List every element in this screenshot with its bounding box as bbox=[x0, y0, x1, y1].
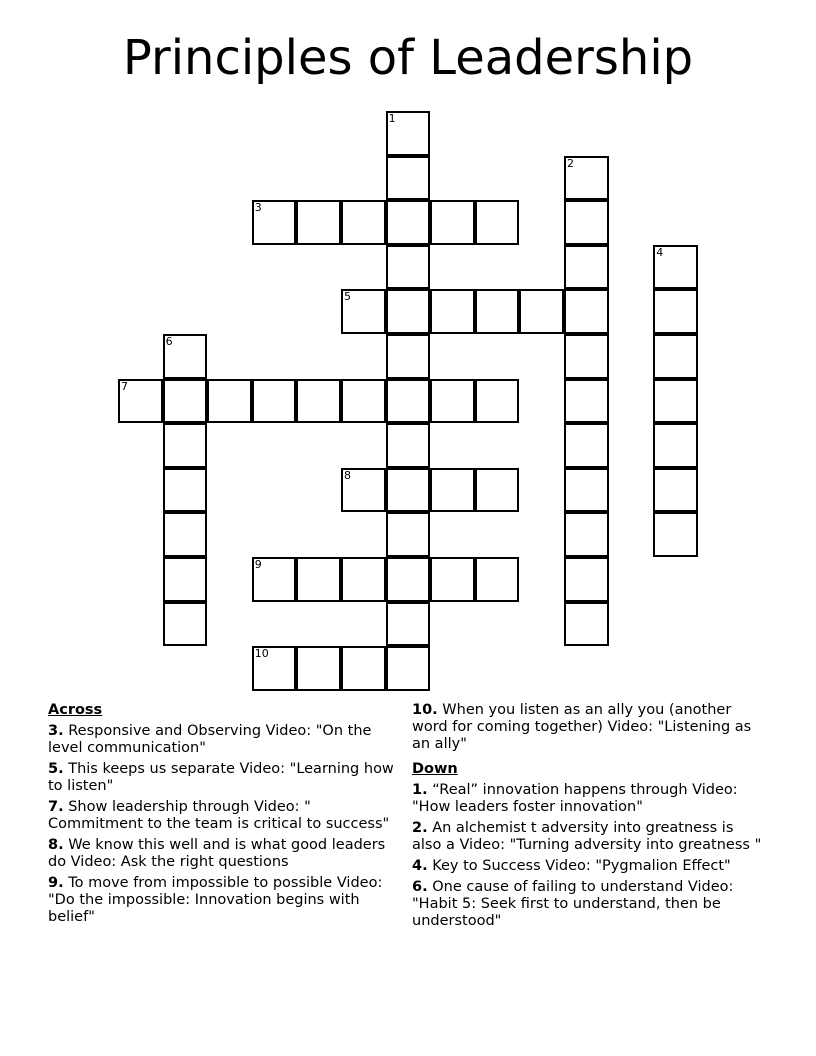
grid-cell[interactable] bbox=[386, 557, 431, 602]
grid-cell[interactable] bbox=[386, 245, 431, 290]
grid-cell[interactable] bbox=[341, 557, 386, 602]
clue-item-text: “Real” innovation happens through Video: "How leaders foster innovation" bbox=[412, 782, 738, 815]
clue-item-text: Show leadership through Video: " Commitment to the team is critical to success" bbox=[48, 799, 390, 832]
clue-item bbox=[48, 837, 400, 871]
down-heading: Down bbox=[412, 761, 458, 777]
grid-cell[interactable] bbox=[430, 289, 475, 334]
grid-cell[interactable] bbox=[475, 468, 520, 513]
down-clues bbox=[412, 702, 762, 934]
clue-item-text: This keeps us separate Video: "Learning how to listen" bbox=[48, 761, 394, 794]
grid-cell[interactable] bbox=[386, 423, 431, 468]
clue-item-number: 3. bbox=[48, 723, 64, 739]
grid-cell[interactable] bbox=[386, 289, 431, 334]
grid-cell[interactable] bbox=[386, 468, 431, 513]
grid-cell[interactable] bbox=[386, 379, 431, 424]
grid-cell[interactable] bbox=[341, 379, 386, 424]
grid-cell[interactable] bbox=[163, 468, 208, 513]
grid-cell[interactable] bbox=[519, 289, 564, 334]
clue-item-text: Key to Success Video: "Pygmalion Effect" bbox=[427, 858, 731, 874]
grid-cell[interactable] bbox=[163, 334, 208, 379]
grid-cell[interactable] bbox=[386, 602, 431, 647]
across-clue-list bbox=[48, 723, 400, 926]
clue-number: 8 bbox=[344, 468, 351, 482]
grid-cell[interactable] bbox=[341, 200, 386, 245]
clue-item bbox=[412, 782, 762, 816]
clue-item-text: To move from impossible to possible Video: "Do the impossible: Innovation begins with belief" bbox=[48, 875, 383, 925]
grid-cell[interactable] bbox=[163, 423, 208, 468]
grid-cell[interactable] bbox=[341, 289, 386, 334]
grid-cell[interactable] bbox=[564, 557, 609, 602]
grid-cell[interactable] bbox=[564, 289, 609, 334]
clue-number: 6 bbox=[165, 335, 173, 348]
clue-number: 10 bbox=[254, 647, 269, 661]
grid-cell[interactable] bbox=[252, 557, 297, 602]
clue-number: 5 bbox=[344, 290, 351, 304]
grid-cell[interactable] bbox=[296, 646, 341, 691]
grid-cell[interactable] bbox=[564, 200, 609, 245]
grid-cell[interactable] bbox=[653, 245, 698, 290]
clue-item bbox=[412, 820, 762, 854]
clue-item-number: 6. bbox=[412, 879, 428, 895]
grid-cell[interactable] bbox=[564, 334, 609, 379]
grid-cell[interactable] bbox=[653, 289, 698, 334]
clue-item-text: Responsive and Observing Video: "On the level communication" bbox=[48, 723, 372, 756]
across-clues bbox=[48, 702, 400, 930]
grid-cell[interactable] bbox=[386, 200, 431, 245]
clue-item-text: An alchemist t adversity into greatness is also a Video: "Turning adversity into greatness " bbox=[412, 820, 762, 853]
clue-item-number: 8. bbox=[48, 837, 64, 853]
grid-cell[interactable] bbox=[207, 379, 252, 424]
grid-cell[interactable] bbox=[341, 646, 386, 691]
puzzle-title: Principles of Leadership bbox=[122, 30, 694, 86]
clue-item-text: We know this well and is what good leaders do Video: Ask the right questions bbox=[48, 837, 386, 870]
grid-cell[interactable] bbox=[430, 200, 475, 245]
grid-cell[interactable] bbox=[475, 289, 520, 334]
grid-cell[interactable] bbox=[296, 557, 341, 602]
across-clue-list-cont bbox=[412, 702, 762, 753]
grid-cell[interactable] bbox=[564, 423, 609, 468]
clue-item-number: 9. bbox=[48, 875, 64, 891]
clue-number: 7 bbox=[121, 379, 128, 393]
clue-item bbox=[412, 879, 762, 930]
clue-item bbox=[48, 761, 400, 795]
clue-number: 4 bbox=[656, 245, 664, 259]
grid-cell[interactable] bbox=[564, 156, 609, 201]
clue-number: 9 bbox=[254, 558, 262, 571]
grid-cell[interactable] bbox=[564, 468, 609, 513]
grid-cell[interactable] bbox=[252, 379, 297, 424]
grid-cell[interactable] bbox=[653, 512, 698, 557]
grid-cell[interactable] bbox=[296, 379, 341, 424]
clue-item-number: 10. bbox=[412, 702, 438, 718]
clue-item-number: 1. bbox=[412, 782, 428, 798]
grid-cell[interactable] bbox=[163, 512, 208, 557]
clue-item bbox=[48, 723, 400, 757]
clue-item-number: 4. bbox=[412, 858, 428, 874]
grid-cell[interactable] bbox=[653, 334, 698, 379]
clue-item bbox=[48, 875, 400, 926]
grid-cell[interactable] bbox=[386, 111, 431, 156]
clue-item bbox=[412, 858, 762, 875]
clue-item bbox=[412, 702, 762, 753]
clue-item-number: 5. bbox=[48, 761, 64, 777]
grid-cell[interactable] bbox=[252, 200, 297, 245]
grid-cell[interactable] bbox=[430, 468, 475, 513]
grid-cell[interactable] bbox=[252, 646, 297, 691]
grid-cell[interactable] bbox=[475, 557, 520, 602]
clue-item-text: One cause of failing to understand Video: "Habit 5: Seek first to understand, then be understood" bbox=[412, 879, 734, 929]
clue-number: 2 bbox=[567, 156, 574, 170]
grid-cell[interactable] bbox=[118, 379, 163, 424]
grid-cell[interactable] bbox=[386, 512, 431, 557]
clue-item-number: 7. bbox=[48, 799, 64, 815]
grid-cell[interactable] bbox=[564, 379, 609, 424]
grid-cell[interactable] bbox=[386, 334, 431, 379]
clue-number: 1 bbox=[388, 112, 396, 125]
grid-cell[interactable] bbox=[296, 200, 341, 245]
grid-cell[interactable] bbox=[564, 245, 609, 290]
grid-cell[interactable] bbox=[564, 512, 609, 557]
grid-cell[interactable] bbox=[653, 468, 698, 513]
clue-item-number: 2. bbox=[412, 820, 428, 836]
grid-cell[interactable] bbox=[163, 379, 208, 424]
across-heading: Across bbox=[48, 702, 103, 718]
grid-cell[interactable] bbox=[653, 379, 698, 424]
clue-item bbox=[48, 799, 400, 833]
grid-cell[interactable] bbox=[653, 423, 698, 468]
clue-item-text: When you listen as an ally you (another word for coming together) Video: "Listening as an ally" bbox=[412, 702, 752, 752]
grid-cell[interactable] bbox=[341, 468, 386, 513]
clue-number: 3 bbox=[254, 201, 262, 215]
down-clue-list bbox=[412, 782, 762, 930]
grid-cell[interactable] bbox=[564, 602, 609, 647]
grid-cell[interactable] bbox=[386, 646, 431, 691]
grid-cell[interactable] bbox=[163, 557, 208, 602]
grid-cell[interactable] bbox=[475, 379, 520, 424]
grid-cell[interactable] bbox=[430, 557, 475, 602]
grid-cell[interactable] bbox=[163, 602, 208, 647]
grid-cell[interactable] bbox=[386, 156, 431, 201]
grid-cell[interactable] bbox=[430, 379, 475, 424]
grid-cell[interactable] bbox=[475, 200, 520, 245]
